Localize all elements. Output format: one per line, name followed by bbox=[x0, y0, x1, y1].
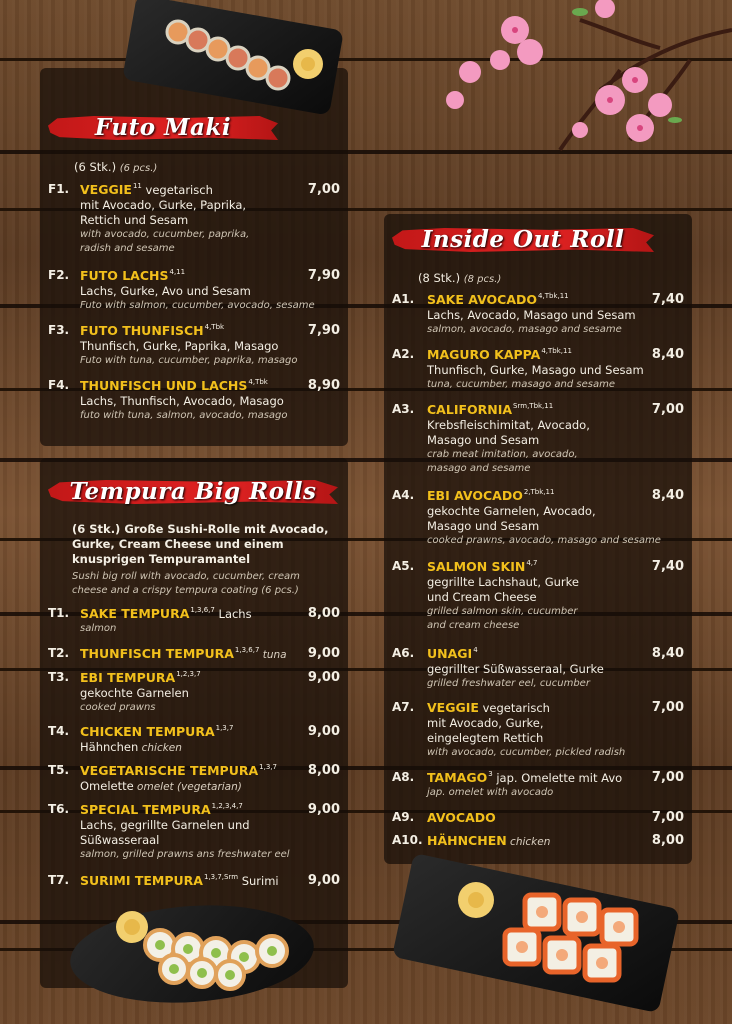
item-code: A6. bbox=[392, 646, 415, 660]
item-description-en: cooked prawns bbox=[80, 702, 156, 713]
tempura-intro: (6 Stk.) Große Sushi-Rolle mit Avocado, Gurke, Cream Cheese und einem knusprigen Tempuramantel bbox=[72, 522, 329, 566]
item-description-de: Masago und Sesam bbox=[427, 433, 540, 447]
item-description-en: Futo with salmon, cucumber, avocado, sesame bbox=[80, 300, 315, 311]
item-description-en: grilled freshwater eel, cucumber bbox=[427, 678, 590, 689]
tempura-sushi-image bbox=[100, 905, 300, 995]
item-title: UNAGI bbox=[427, 646, 473, 661]
item-code: T7. bbox=[48, 873, 70, 887]
tempura-banner bbox=[48, 474, 338, 510]
item-name bbox=[80, 268, 185, 283]
item-description-en: with avocado, cucumber, pickled radish bbox=[427, 747, 626, 758]
item-code: A2. bbox=[392, 347, 415, 361]
item-code: A5. bbox=[392, 559, 415, 573]
allergen-codes: 11 bbox=[132, 182, 142, 190]
inside-out-banner bbox=[392, 222, 654, 258]
item-title: SURIMI TEMPURA bbox=[80, 873, 203, 888]
item-name bbox=[427, 646, 478, 661]
allergen-codes: 4,Tbk,11 bbox=[541, 347, 572, 355]
item-price: 8,00 bbox=[651, 833, 684, 848]
item-description-en: crab meat imitation, avocado, bbox=[427, 449, 578, 460]
item-code: T3. bbox=[48, 670, 70, 684]
item-description-de: mit Avocado, Gurke, bbox=[427, 716, 544, 730]
item-price: 7,90 bbox=[307, 323, 340, 338]
item-title: FUTO THUNFISCH bbox=[80, 323, 204, 338]
item-name bbox=[427, 347, 572, 362]
allergen-codes: 1,3,6,7 bbox=[234, 646, 260, 654]
item-description-en: with avocado, cucumber, paprika, bbox=[80, 229, 250, 240]
item-name bbox=[427, 833, 550, 848]
tempura-title: Tempura Big Rolls bbox=[69, 478, 317, 505]
item-price: 9,00 bbox=[307, 724, 340, 739]
inside-out-sushi-image bbox=[430, 870, 650, 990]
item-description-en: salmon bbox=[80, 623, 117, 634]
item-price: 7,90 bbox=[307, 268, 340, 283]
allergen-codes: 4,11 bbox=[169, 268, 186, 276]
allergen-codes: 4,7 bbox=[526, 559, 538, 567]
item-description-en: grilled salmon skin, cucumber bbox=[427, 606, 578, 617]
item-title: SAKE TEMPURA bbox=[80, 606, 190, 621]
item-code: A7. bbox=[392, 700, 415, 714]
item-description-en: radish and sesame bbox=[80, 243, 175, 254]
item-title: VEGGIE bbox=[80, 182, 132, 197]
item-price: 9,00 bbox=[307, 873, 340, 888]
item-title: SAKE AVOCADO bbox=[427, 292, 538, 307]
item-name bbox=[80, 763, 277, 778]
item-price: 8,00 bbox=[307, 606, 340, 621]
item-price: 9,00 bbox=[307, 670, 340, 685]
item-code: T4. bbox=[48, 724, 70, 738]
item-title: HÄHNCHEN bbox=[427, 833, 507, 848]
cherry-blossom-branch-icon bbox=[430, 0, 732, 170]
item-price: 7,00 bbox=[651, 810, 684, 825]
item-name bbox=[427, 402, 553, 417]
item-code: A1. bbox=[392, 292, 415, 306]
item-title: TAMAGO bbox=[427, 770, 488, 785]
futo-maki-banner bbox=[48, 110, 278, 146]
item-inline-note: vegetarisch bbox=[145, 183, 213, 197]
item-code: A9. bbox=[392, 810, 415, 824]
item-title: AVOCADO bbox=[427, 810, 496, 825]
item-code: A3. bbox=[392, 402, 415, 416]
item-name bbox=[80, 802, 243, 817]
allergen-codes: Srm,Tbk,11 bbox=[513, 402, 554, 410]
item-title: EBI TEMPURA bbox=[80, 670, 176, 685]
item-code: F1. bbox=[48, 182, 70, 196]
item-description-de: eingelegtem Rettich bbox=[427, 731, 544, 745]
futo-maki-sushi-image bbox=[160, 18, 330, 108]
item-code: A8. bbox=[392, 770, 415, 784]
item-name bbox=[80, 646, 287, 661]
item-code: T5. bbox=[48, 763, 70, 777]
item-price: 7,00 bbox=[651, 402, 684, 417]
item-price: 8,90 bbox=[307, 378, 340, 393]
allergen-codes: 1,3,6,7 bbox=[190, 606, 215, 614]
item-price: 8,00 bbox=[307, 763, 340, 778]
allergen-codes: 4,Tbk bbox=[248, 378, 268, 386]
item-price: 7,40 bbox=[651, 292, 684, 307]
item-price: 7,00 bbox=[651, 770, 684, 785]
allergen-codes: 2,Tbk,11 bbox=[523, 488, 555, 496]
item-description-de: gegrillter Süßwasseraal, Gurke bbox=[427, 662, 604, 676]
item-price: 8,40 bbox=[651, 347, 684, 362]
item-inline-translation: tuna bbox=[262, 649, 287, 661]
item-inline-translation: chicken bbox=[510, 836, 551, 848]
item-name bbox=[80, 873, 279, 888]
item-description-de: Lachs, gegrillte Garnelen und bbox=[80, 818, 250, 832]
item-description-de: Lachs, Avocado, Masago und Sesam bbox=[427, 308, 636, 322]
item-description-en: and cream cheese bbox=[427, 620, 520, 631]
item-price: 7,40 bbox=[651, 559, 684, 574]
item-price: 8,40 bbox=[651, 488, 684, 503]
item-title: CHICKEN TEMPURA bbox=[80, 724, 215, 739]
item-name bbox=[427, 292, 569, 307]
item-description-de: gekochte Garnelen bbox=[80, 686, 189, 700]
item-code: T6. bbox=[48, 802, 70, 816]
item-price: 9,00 bbox=[307, 802, 340, 817]
item-code: A4. bbox=[392, 488, 415, 502]
item-description-de: gekochte Garnelen, Avocado, bbox=[427, 504, 596, 518]
item-description-en: jap. omelet with avocado bbox=[427, 787, 554, 798]
item-name bbox=[427, 488, 554, 503]
allergen-codes: 1,2,3,7 bbox=[176, 670, 201, 678]
allergen-codes: 1,3,7 bbox=[259, 763, 277, 771]
item-code: F2. bbox=[48, 268, 70, 282]
item-description-de: gegrillte Lachshaut, Gurke bbox=[427, 575, 579, 589]
item-name bbox=[80, 724, 233, 739]
item-title: SPECIAL TEMPURA bbox=[80, 802, 211, 817]
item-name bbox=[80, 323, 224, 338]
item-description-en: Futo with tuna, cucumber, paprika, masago bbox=[80, 355, 298, 366]
item-description-en: masago and sesame bbox=[427, 463, 531, 474]
item-name bbox=[427, 810, 496, 825]
item-title: SALMON SKIN bbox=[427, 559, 526, 574]
item-description-en: futo with tuna, salmon, avocado, masago bbox=[80, 410, 288, 421]
item-price: 8,40 bbox=[651, 646, 684, 661]
allergen-codes: 1,3,7,Srm bbox=[204, 873, 239, 881]
item-name bbox=[80, 606, 252, 621]
item-inline-note: jap. Omelette mit Avo bbox=[496, 771, 623, 785]
item-inline-note: Surimi bbox=[241, 874, 279, 888]
item-title: MAGURO KAPPA bbox=[427, 347, 541, 362]
item-description-de: Thunfisch, Gurke, Paprika, Masago bbox=[80, 339, 279, 353]
item-title: FUTO LACHS bbox=[80, 268, 169, 283]
inside-out-title: Inside Out Roll bbox=[421, 226, 625, 253]
item-code: T2. bbox=[48, 646, 70, 660]
item-name bbox=[427, 700, 550, 715]
item-description-de: und Cream Cheese bbox=[427, 590, 537, 604]
item-title: THUNFISCH TEMPURA bbox=[80, 646, 234, 661]
item-name bbox=[80, 670, 201, 685]
item-name bbox=[427, 770, 622, 785]
item-code: F3. bbox=[48, 323, 70, 337]
item-description-de: Lachs, Thunfisch, Avocado, Masago bbox=[80, 394, 284, 408]
item-description-de: Masago und Sesam bbox=[427, 519, 540, 533]
item-code: A10. bbox=[392, 833, 423, 847]
allergen-codes: 3 bbox=[488, 770, 493, 778]
item-title: VEGETARISCHE TEMPURA bbox=[80, 763, 259, 778]
item-name bbox=[80, 182, 213, 197]
item-price: 7,00 bbox=[651, 700, 684, 715]
allergen-codes: 1,3,7 bbox=[215, 724, 234, 732]
allergen-codes: 1,2,3,4,7 bbox=[211, 802, 243, 810]
futo-maki-title: Futo Maki bbox=[94, 114, 232, 141]
item-title: EBI AVOCADO bbox=[427, 488, 523, 503]
item-description-de: Lachs, Gurke, Avo und Sesam bbox=[80, 284, 251, 298]
item-inline-note: Lachs bbox=[218, 607, 252, 621]
item-price: 7,00 bbox=[307, 182, 340, 197]
item-price: 9,00 bbox=[307, 646, 340, 661]
item-name bbox=[427, 559, 537, 574]
item-description-de: Omelette omelet (vegetarian) bbox=[80, 779, 242, 793]
item-inline-note: vegetarisch bbox=[482, 701, 550, 715]
item-description-de: Rettich und Sesam bbox=[80, 213, 189, 227]
item-title: THUNFISCH UND LACHS bbox=[80, 378, 248, 393]
allergen-codes: 4 bbox=[473, 646, 478, 654]
item-description-en: salmon, grilled prawns ans freshwater eel bbox=[80, 849, 290, 860]
allergen-codes: 4,Tbk bbox=[204, 323, 225, 331]
item-code: F4. bbox=[48, 378, 70, 392]
item-description-de: Hähnchen chicken bbox=[80, 740, 182, 754]
item-description-en: salmon, avocado, masago and sesame bbox=[427, 324, 622, 335]
allergen-codes: 4,Tbk,11 bbox=[538, 292, 569, 300]
item-description-de: Süßwasseraal bbox=[80, 833, 160, 847]
item-name bbox=[80, 378, 268, 393]
inside-out-count: (8 Stk.) (8 pcs.) bbox=[418, 271, 502, 285]
item-description-de: Thunfisch, Gurke, Masago und Sesam bbox=[427, 363, 644, 377]
item-title: VEGGIE bbox=[427, 700, 479, 715]
tempura-intro-en: Sushi big roll with avocado, cucumber, cream cheese and a crispy tempura coating (6 pcs.) bbox=[72, 571, 300, 596]
item-title: CALIFORNIA bbox=[427, 402, 513, 417]
item-description-en: cooked prawns, avocado, masago and sesame bbox=[427, 535, 661, 546]
item-description-en: tuna, cucumber, masago and sesame bbox=[427, 379, 615, 390]
item-code: T1. bbox=[48, 606, 70, 620]
futo-count: (6 Stk.) (6 pcs.) bbox=[74, 160, 158, 174]
item-description-de: Krebsfleischimitat, Avocado, bbox=[427, 418, 590, 432]
item-description-de: mit Avocado, Gurke, Paprika, bbox=[80, 198, 247, 212]
